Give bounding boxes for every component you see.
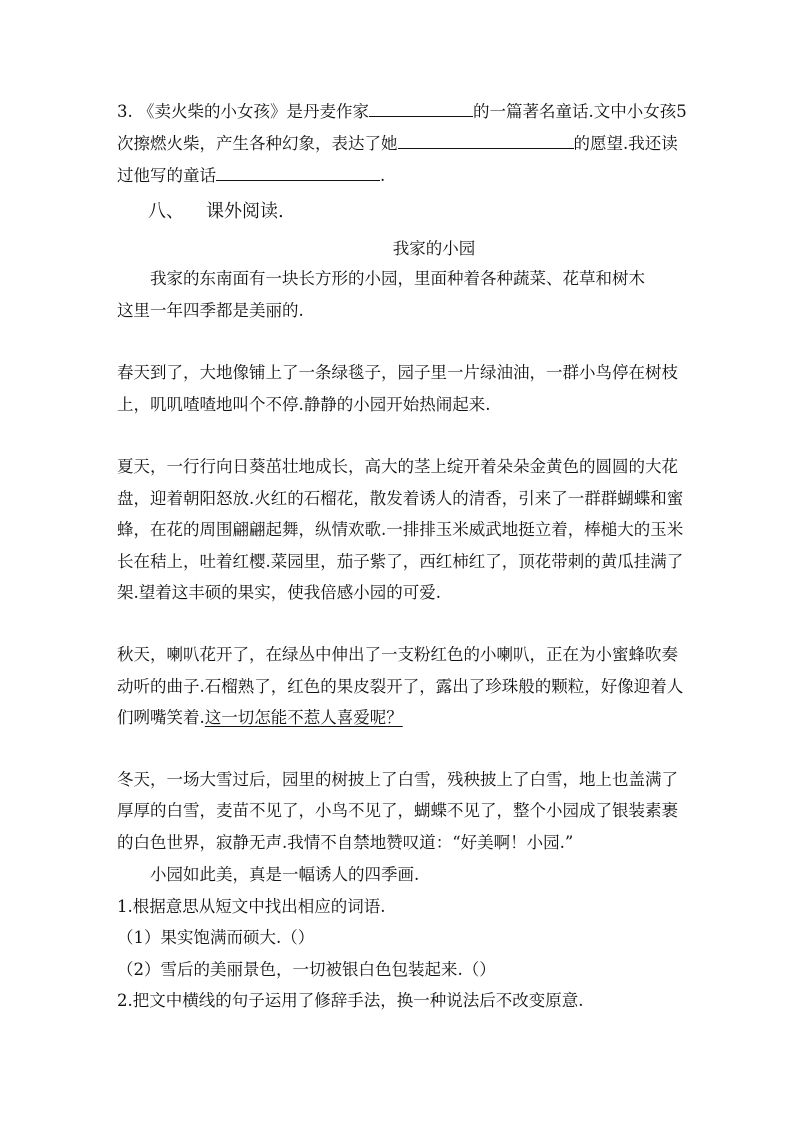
- paragraph-line: 冬天，一场大雪过后，园里的树披上了白雪，残秧披上了白雪，地上也盖满了: [117, 770, 678, 789]
- paragraph-line: 我家的东南面有一块长方形的小园，里面种着各种蔬菜、花草和树木: [150, 269, 645, 288]
- author-blank: [369, 102, 473, 117]
- paragraph-line: 夏天，一行行向日葵茁壮地成长，高大的茎上绽开着朵朵金黄色的圆圆的大花: [117, 457, 678, 476]
- paragraph-line: [117, 707, 403, 729]
- q3-line-3: [117, 165, 385, 187]
- passage-title: 我家的小园: [392, 239, 476, 258]
- question-2: 2.把文中横线的句子运用了修辞手法，换一种说法后不改变原意.: [117, 991, 584, 1010]
- q3-text: 过他写的童话: [117, 166, 216, 185]
- sentence-text: 们咧嘴笑着.: [117, 708, 205, 727]
- paragraph-line: 上，叽叽喳喳地叫个不停.静静的小园开始热闹起来.: [117, 395, 491, 414]
- question-1: 1.根据意思从短文中找出相应的词语.: [117, 897, 386, 916]
- paragraph-line: 长在秸上，吐着红樱.菜园里，茄子紫了，西红柿红了，顶花带刺的黄瓜挂满了: [117, 552, 684, 571]
- paragraph-line: 这里一年四季都是美丽的.: [117, 301, 304, 320]
- q3-line-1: [117, 101, 687, 123]
- q3-text: .: [380, 166, 386, 185]
- paragraph-line: 盘，迎着朝阳怒放.火红的石榴花，散发着诱人的清香，引来了一群群蝴蝶和蜜: [117, 489, 684, 508]
- paragraph-line: 厚厚的白雪，麦苗不见了，小鸟不见了，蝴蝶不见了，整个小园成了银装素裹: [117, 801, 678, 820]
- q3-text: 的愿望.我还读: [573, 134, 678, 153]
- q3-line-2: [117, 133, 678, 155]
- paragraph-line: 蜂，在花的周围翩翩起舞，纵情欢歌.一排排玉米威武地挺立着，棒槌大的玉米: [117, 520, 684, 539]
- question-1-2: （2）雪后的美丽景色，一切被银白色包装起来.（）: [117, 960, 496, 979]
- section-number: 八、: [148, 201, 184, 222]
- section-title: 课外阅读.: [206, 201, 284, 222]
- story-blank: [216, 166, 380, 181]
- wish-blank: [398, 134, 574, 149]
- q3-text: 3. 《卖火柴的小女孩》是丹麦作家: [117, 102, 369, 121]
- paragraph-line: 小园如此美，真是一幅诱人的四季画.: [150, 865, 420, 884]
- paragraph-line: 架.望着这丰硕的果实，使我倍感小园的可爱.: [117, 583, 441, 602]
- q3-text: 的一篇著名童话.文中小女孩5: [473, 102, 687, 121]
- section-heading: [148, 201, 284, 223]
- underlined-sentence: 这一切怎能不惹人喜爱呢？: [204, 708, 403, 727]
- paragraph-line: 秋天，喇叭花开了，在绿丛中伸出了一支粉红色的小喇叭，正在为小蜜蜂吹奏: [117, 645, 678, 664]
- paragraph-line: 动听的曲子.石榴熟了，红色的果皮裂开了，露出了珍珠般的颗粒，好像迎着人: [117, 677, 684, 696]
- q3-text: 次擦燃火柴，产生各种幻象，表达了她: [117, 134, 398, 153]
- paragraph-line: 的白色世界，寂静无声.我情不自禁地赞叹道：“好美啊！小园.”: [117, 833, 574, 852]
- question-1-1: （1）果实饱满而硕大.（）: [117, 928, 315, 947]
- paragraph-line: 春天到了，大地像铺上了一条绿毯子，园子里一片绿油油，一群小鸟停在树枝: [117, 363, 678, 382]
